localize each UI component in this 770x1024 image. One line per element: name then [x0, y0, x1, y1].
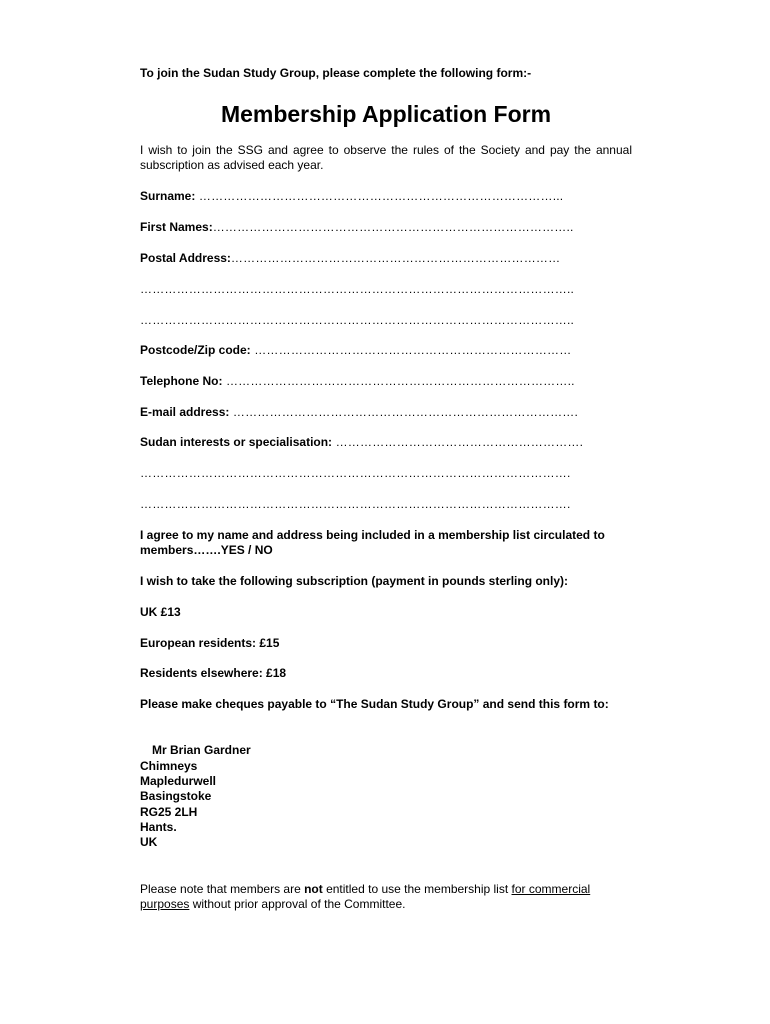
first-names-dots: …………………………………………………………………………….. [212, 220, 574, 234]
cheques-instruction: Please make cheques payable to “The Sudan Study Group” and send this form to: [140, 697, 609, 711]
note-part1: Please note that members are [140, 882, 305, 896]
email-dots: …………………………………………………………………………. [229, 405, 579, 419]
postcode-field[interactable] [140, 343, 571, 358]
usage-note [140, 882, 632, 912]
note-part2: entitled to use the membership list [322, 882, 512, 896]
surname-dots: ……………………………………………………………………………... [195, 189, 564, 203]
postcode-label: Postcode/Zip code: [140, 343, 251, 357]
interests-line-3[interactable]: ……………………………………………………………………………………………. [140, 497, 571, 511]
address-town: Basingstoke [140, 789, 212, 803]
email-label: E-mail address: [140, 405, 230, 419]
address-country: UK [140, 835, 158, 849]
subscription-uk: UK £13 [140, 605, 181, 619]
interests-dots: ……………………………………………………. [332, 435, 584, 449]
address-county: Hants. [140, 820, 177, 834]
consent-text: I agree to my name and address being included in a membership list circulated to members…….YES / NO [140, 528, 605, 557]
interests-field[interactable] [140, 435, 583, 450]
surname-field[interactable] [140, 189, 563, 204]
postal-address-dots: ……………………………………………………………………… [230, 251, 561, 265]
note-emphasis: not [304, 882, 323, 896]
interests-label: Sudan interests or specialisation: [140, 435, 333, 449]
subscription-europe: European residents: £15 [140, 636, 280, 650]
note-part3: without prior approval of the Committee. [189, 897, 406, 911]
surname-label: Surname: [140, 189, 196, 203]
interests-line-2[interactable]: ……………………………………………………………………………………………. [140, 466, 571, 480]
address-village: Mapledurwell [140, 774, 217, 788]
email-field[interactable] [140, 405, 578, 420]
note-underlined: for commercial purposes [140, 882, 591, 911]
first-names-label: First Names: [140, 220, 213, 234]
address-postcode: RG25 2LH [140, 805, 198, 819]
postal-address-field[interactable] [140, 251, 560, 266]
address-line-3[interactable]: …………………………………………………………………………………………….. [140, 313, 575, 327]
address-line-2[interactable]: …………………………………………………………………………………………….. [140, 282, 575, 296]
telephone-dots: ………………………………………………………………………….. [222, 374, 575, 388]
form-title: Membership Application Form [220, 101, 552, 127]
first-names-field[interactable] [140, 220, 574, 235]
intro-text: To join the Sudan Study Group, please complete the following form:- [140, 66, 532, 80]
address-house: Chimneys [140, 759, 198, 773]
membership-statement: I wish to join the SSG and agree to observe the rules of the Society and pay the annual subscription as advised each year. [140, 143, 632, 172]
telephone-field[interactable] [140, 374, 575, 389]
subscription-intro: I wish to take the following subscription (payment in pounds sterling only): [140, 574, 569, 588]
postcode-dots: …………………………………………………………………… [250, 343, 572, 357]
subscription-elsewhere: Residents elsewhere: £18 [140, 666, 287, 680]
telephone-label: Telephone No: [140, 374, 223, 388]
address-name: Mr Brian Gardner [152, 743, 251, 757]
postal-address-label: Postal Address: [140, 251, 231, 265]
